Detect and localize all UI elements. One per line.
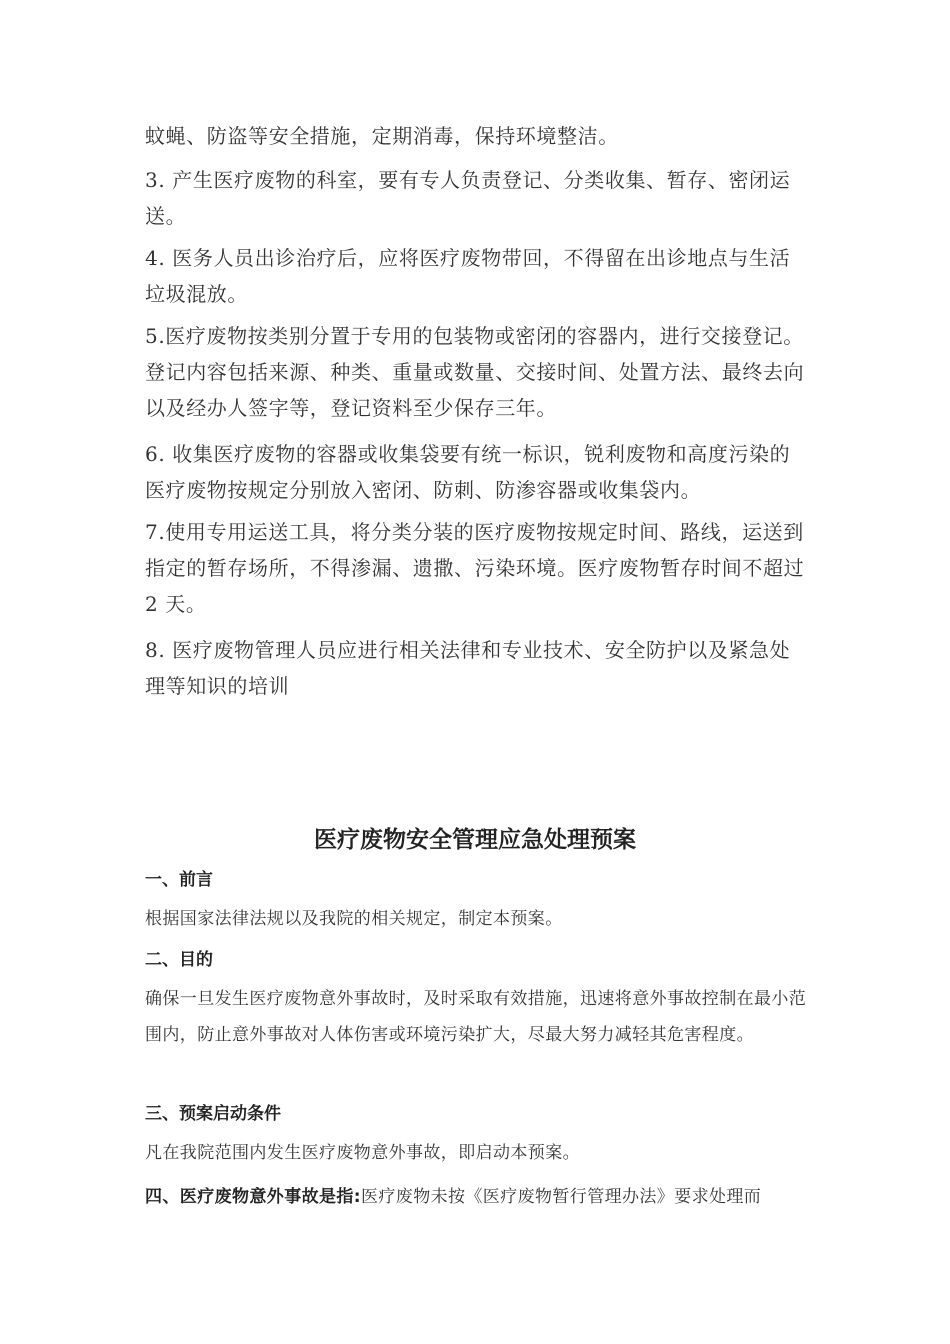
section-heading-accident: 四、医疗废物意外事故是指: xyxy=(145,1187,361,1207)
section-heading-preface: 一、前言 xyxy=(145,870,213,890)
list-item-5: 5.医疗废物按类别分置于专用的包装物或密闭的容器内，进行交接登记。登记内容包括来源、种类、重量或数量、交接时间、处置方法、最终去向以及经办人签字等，登记资料至少保存三年。 xyxy=(145,324,805,420)
list-item-6: 6. 收集医疗废物的容器或收集袋要有统一标识，锐利废物和高度污染的医疗废物按规定分别放入密闭、防刺、防渗容器或收集袋内。 xyxy=(145,442,791,502)
section-heading-trigger: 三、预案启动条件 xyxy=(145,1104,281,1124)
list-item-7: 7.使用专用运送工具，将分类分装的医疗废物按规定时间、路线，运送到指定的暂存场所，不得渗漏、遗撒、污染环境。医疗废物暂存时间不超过 2 天。 xyxy=(145,520,805,616)
list-item-4: 4. 医务人员出诊治疗后，应将医疗废物带回，不得留在出诊地点与生活垃圾混放。 xyxy=(145,246,791,306)
list-item-8: 8. 医疗废物管理人员应进行相关法律和专业技术、安全防护以及紧急处理等知识的培训 xyxy=(145,638,791,698)
list-item-3: 3. 产生医疗废物的科室，要有专人负责登记、分类收集、暂存、密闭运送。 xyxy=(145,168,791,228)
section-text-preface: 根据国家法律法规以及我院的相关规定，制定本预案。 xyxy=(145,909,563,929)
section-accident-definition xyxy=(145,1179,810,1215)
section-text-purpose: 确保一旦发生医疗废物意外事故时，及时采取有效措施，迅速将意外事故控制在最小范围内，防止意外事故对人体伤害或环境污染扩大，尽最大努力减轻其危害程度。 xyxy=(145,989,807,1045)
section-heading-purpose: 二、目的 xyxy=(145,950,213,970)
section-text-trigger: 凡在我院范围内发生医疗废物意外事故，即启动本预案。 xyxy=(145,1143,580,1163)
paragraph-continued: 蚊蝇、防盗等安全措施，定期消毒，保持环境整洁。 xyxy=(145,124,619,148)
document-title: 医疗废物安全管理应急处理预案 xyxy=(314,827,636,853)
section-text-accident: 医疗废物未按《医疗废物暂行管理办法》要求处理而 xyxy=(361,1187,762,1207)
